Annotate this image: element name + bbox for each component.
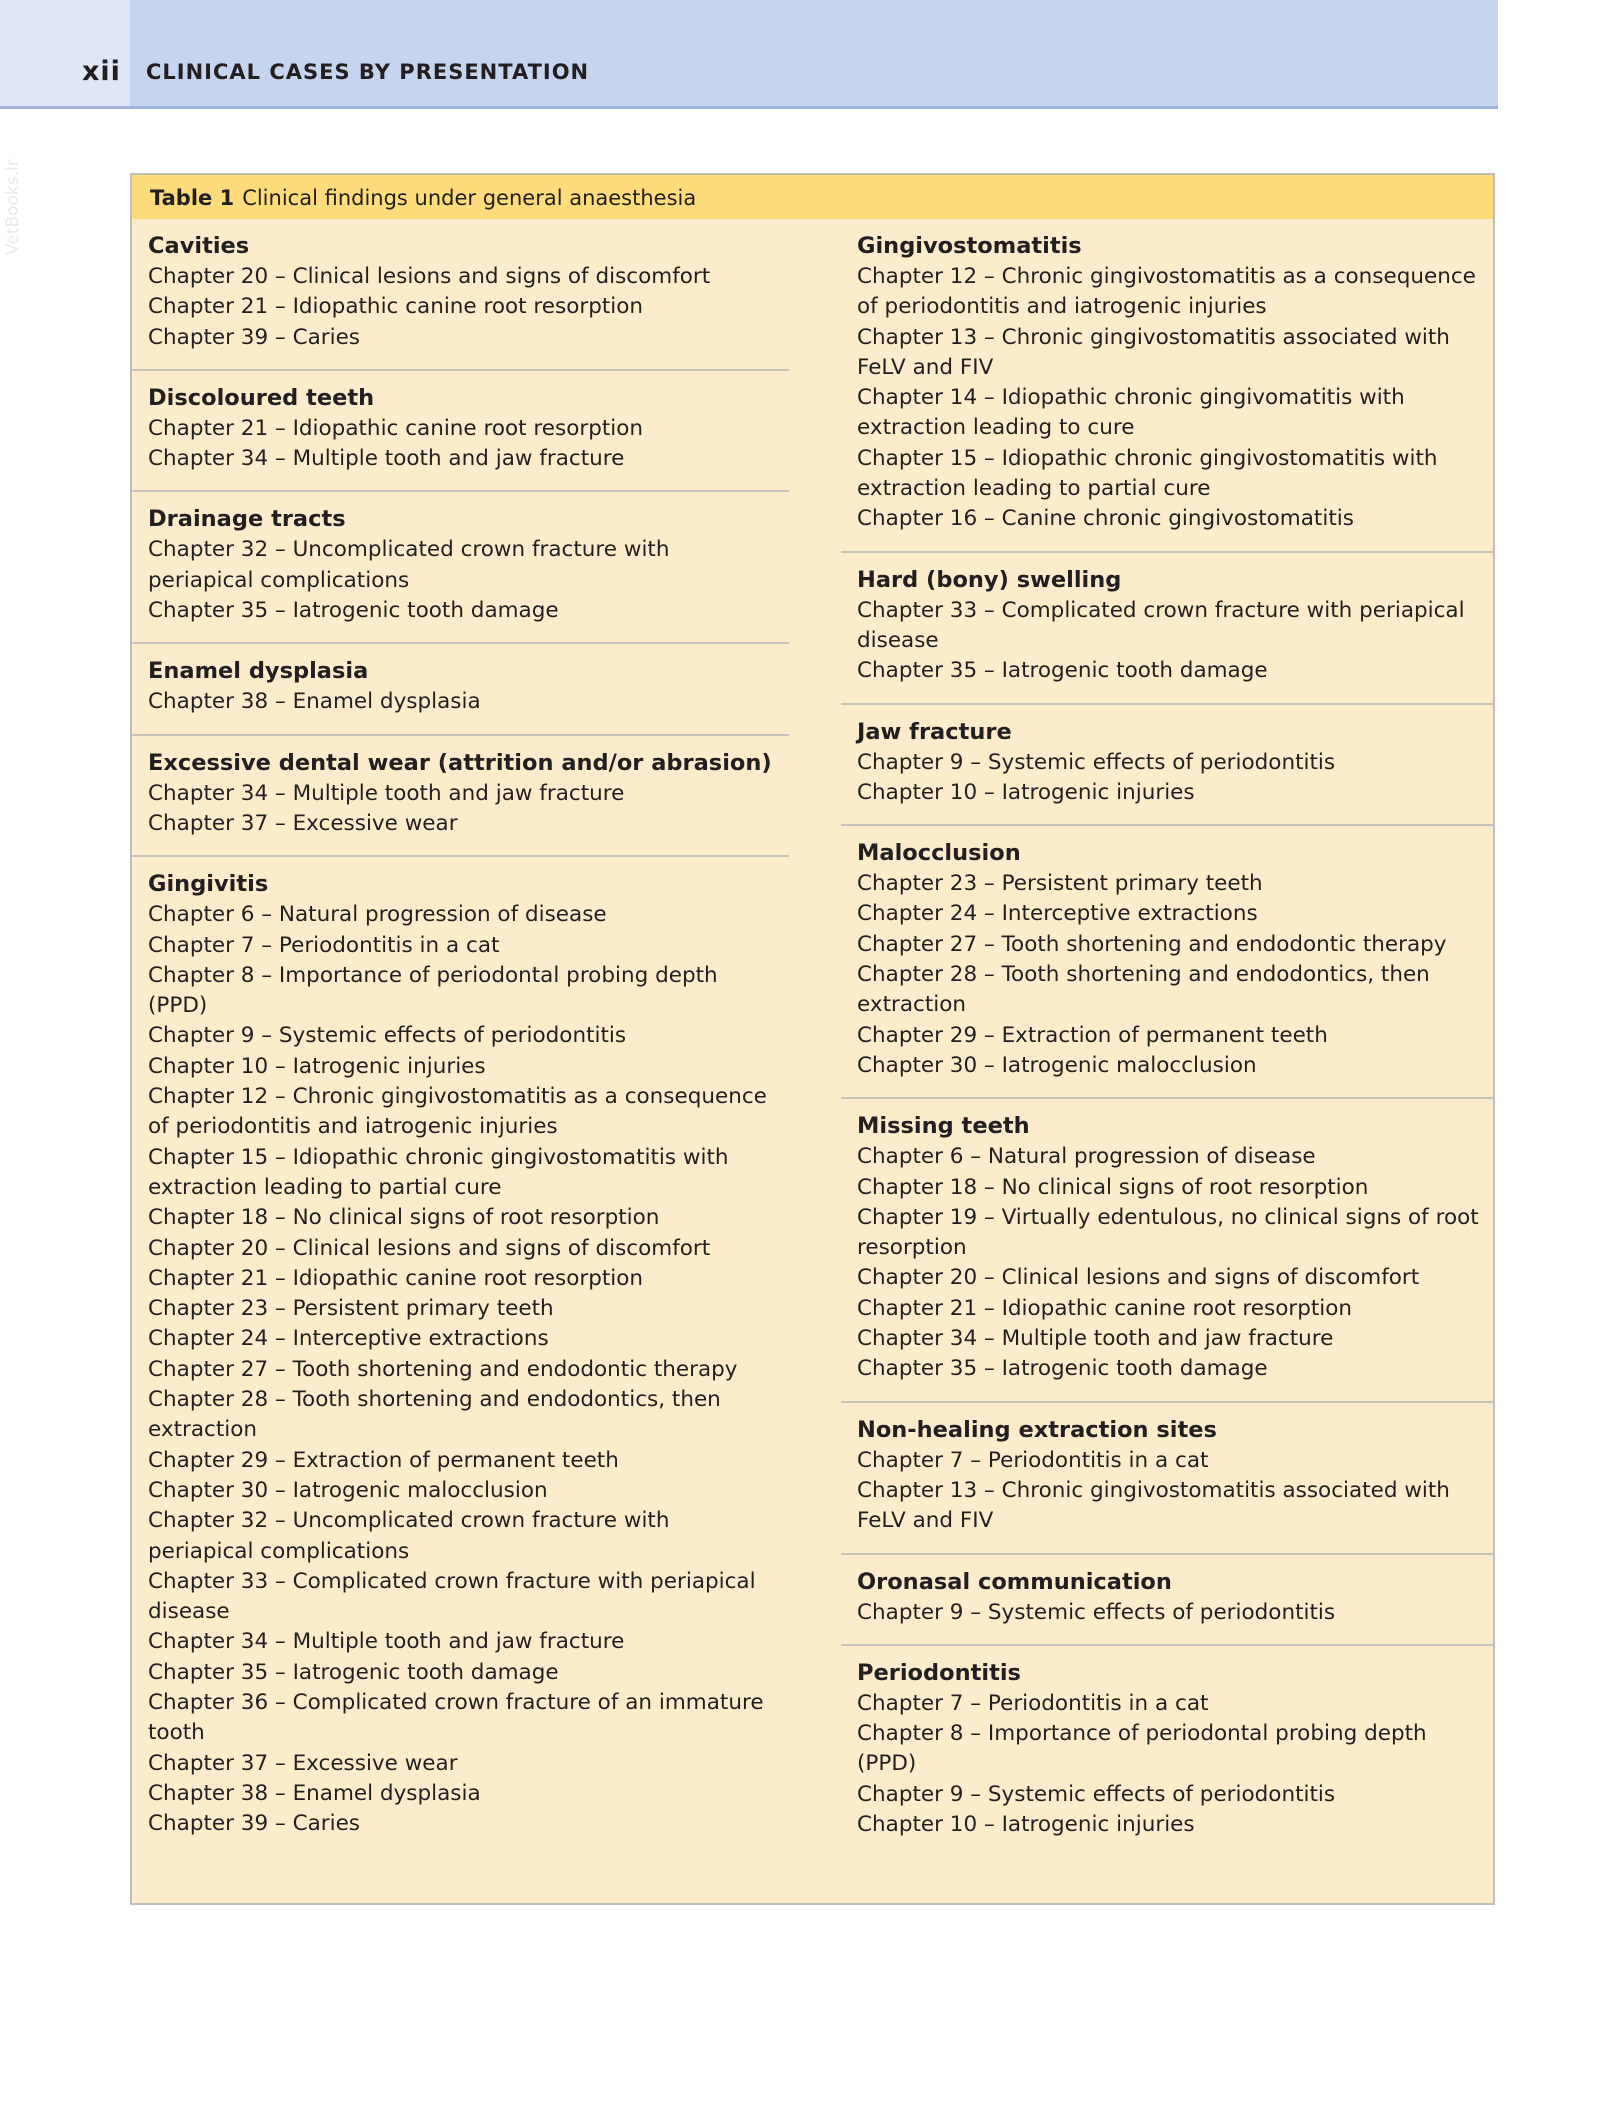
section-heading: Gingivostomatitis	[857, 233, 1082, 259]
section-heading: Malocclusion	[857, 840, 1021, 867]
finding-section	[841, 219, 1495, 553]
section-heading: Enamel dysplasia	[148, 658, 369, 685]
finding-section	[841, 1403, 1495, 1555]
section-heading: Non-healing extraction sites	[857, 1416, 1217, 1443]
chapter-entry: Chapter 19 – Virtually edentulous, no clinical signs of root resorption	[857, 1204, 1479, 1261]
table-caption	[132, 175, 1493, 219]
chapter-entry: Chapter 7 – Periodontitis in a cat	[148, 932, 500, 958]
chapter-entry: Chapter 29 – Extraction of permanent teeth	[148, 1447, 619, 1473]
chapter-entry: Chapter 13 – Chronic gingivostomatitis associated with FeLV and FIV	[857, 324, 1450, 380]
header-band	[0, 0, 1498, 109]
chapter-entry: Chapter 9 – Systemic effects of periodontitis	[148, 1023, 627, 1049]
chapter-entry: Chapter 28 – Tooth shortening and endodontics, then extraction	[148, 1387, 721, 1443]
section-heading: Missing teeth	[857, 1113, 1030, 1140]
finding-section	[841, 1099, 1495, 1402]
table-label: Table 1	[150, 186, 235, 210]
chapter-entry: Chapter 23 – Persistent primary teeth	[857, 871, 1263, 897]
chapter-entry: Chapter 21 – Idiopathic canine root resorption	[857, 1295, 1353, 1321]
chapter-entry: Chapter 15 – Idiopathic chronic gingivostomatitis with extraction leading to partial cure	[857, 445, 1438, 502]
right-column	[841, 219, 1495, 1856]
page-number: xii	[82, 56, 121, 87]
chapter-entry: Chapter 34 – Multiple tooth and jaw fracture	[857, 1326, 1334, 1352]
watermark: VetBooks.ir	[3, 159, 23, 255]
chapter-entry: Chapter 37 – Excessive wear	[148, 810, 458, 836]
chapter-entry: Chapter 32 – Uncomplicated crown fracture with periapical complications	[148, 537, 670, 593]
chapter-entry: Chapter 14 – Idiopathic chronic gingivomatitis with extraction leading to cure	[857, 385, 1405, 441]
chapter-entry: Chapter 10 – Iatrogenic injuries	[857, 1811, 1195, 1837]
chapter-entry: Chapter 33 – Complicated crown fracture with periapical disease	[148, 1568, 756, 1625]
finding-section	[841, 1646, 1495, 1856]
chapter-entry: Chapter 13 – Chronic gingivostomatitis associated with FeLV and FIV	[857, 1477, 1450, 1534]
chapter-entry: Chapter 21 – Idiopathic canine root resorption	[148, 1265, 644, 1291]
chapter-entry: Chapter 39 – Caries	[148, 1811, 360, 1837]
chapter-entry: Chapter 27 – Tooth shortening and endodontic therapy	[857, 931, 1447, 957]
chapter-entry: Chapter 32 – Uncomplicated crown fracture with periapical complications	[148, 1508, 670, 1564]
chapter-entry: Chapter 9 – Systemic effects of periodontitis	[857, 1599, 1336, 1625]
finding-section	[841, 826, 1495, 1099]
chapter-entry: Chapter 20 – Clinical lesions and signs of discomfort	[148, 264, 711, 289]
chapter-entry: Chapter 10 – Iatrogenic injuries	[857, 779, 1195, 805]
chapter-entry: Chapter 35 – Iatrogenic tooth damage	[857, 1356, 1268, 1382]
section-heading: Excessive dental wear (attrition and/or abrasion)	[148, 749, 772, 776]
chapter-entry: Chapter 27 – Tooth shortening and endodontic therapy	[148, 1356, 738, 1382]
section-heading: Hard (bony) swelling	[857, 566, 1122, 593]
chapter-entry: Chapter 10 – Iatrogenic injuries	[148, 1053, 486, 1079]
finding-section	[132, 644, 789, 735]
chapter-entry: Chapter 20 – Clinical lesions and signs of discomfort	[857, 1265, 1420, 1291]
chapter-entry: Chapter 36 – Complicated crown fracture of an immature tooth	[148, 1689, 764, 1746]
table-caption-text: Clinical findings under general anaesthesia	[242, 186, 697, 210]
chapter-entry: Chapter 7 – Periodontitis in a cat	[857, 1690, 1209, 1716]
chapter-entry: Chapter 8 – Importance of periodontal probing depth (PPD)	[857, 1721, 1427, 1777]
chapter-entry: Chapter 30 – Iatrogenic malocclusion	[857, 1052, 1257, 1078]
section-heading: Discoloured teeth	[148, 384, 375, 411]
chapter-entry: Chapter 6 – Natural progression of disease	[148, 902, 607, 928]
chapter-entry: Chapter 12 – Chronic gingivostomatitis as a consequence of periodontitis and iatrogenic injuries	[148, 1084, 767, 1140]
section-heading: Cavities	[148, 233, 250, 259]
chapter-entry: Chapter 18 – No clinical signs of root resorption	[857, 1174, 1369, 1200]
chapter-entry: Chapter 35 – Iatrogenic tooth damage	[857, 658, 1268, 684]
chapter-entry: Chapter 9 – Systemic effects of periodontitis	[857, 1781, 1336, 1807]
chapter-entry: Chapter 15 – Idiopathic chronic gingivostomatitis with extraction leading to partial cure	[148, 1144, 729, 1200]
chapter-entry: Chapter 34 – Multiple tooth and jaw fracture	[148, 1629, 625, 1655]
section-heading: Periodontitis	[857, 1659, 1021, 1686]
chapter-entry: Chapter 28 – Tooth shortening and endodontics, then extraction	[857, 962, 1430, 1018]
finding-section	[132, 736, 789, 858]
chapter-entry: Chapter 21 – Idiopathic canine root resorption	[148, 415, 644, 441]
finding-section	[132, 492, 789, 644]
running-title: CLINICAL CASES BY PRESENTATION	[146, 60, 590, 84]
finding-section	[132, 857, 789, 1855]
left-column	[132, 219, 789, 1855]
chapter-entry: Chapter 30 – Iatrogenic malocclusion	[148, 1477, 548, 1503]
finding-section	[132, 371, 789, 493]
chapter-entry: Chapter 18 – No clinical signs of root resorption	[148, 1205, 660, 1231]
chapter-entry: Chapter 24 – Interceptive extractions	[148, 1326, 549, 1352]
finding-section	[841, 553, 1495, 705]
chapter-entry: Chapter 21 – Idiopathic canine root resorption	[148, 294, 644, 320]
clinical-findings-table	[130, 173, 1495, 1905]
finding-section	[841, 1555, 1495, 1646]
chapter-entry: Chapter 16 – Canine chronic gingivostomatitis	[857, 506, 1354, 532]
chapter-entry: Chapter 23 – Persistent primary teeth	[148, 1296, 554, 1322]
chapter-entry: Chapter 35 – Iatrogenic tooth damage	[148, 1659, 559, 1685]
page-number-box	[0, 0, 130, 106]
chapter-entry: Chapter 29 – Extraction of permanent teeth	[857, 1022, 1328, 1048]
chapter-entry: Chapter 7 – Periodontitis in a cat	[857, 1447, 1209, 1473]
section-heading: Gingivitis	[148, 871, 269, 898]
chapter-entry: Chapter 6 – Natural progression of disease	[857, 1144, 1316, 1170]
chapter-entry: Chapter 39 – Caries	[148, 324, 360, 350]
chapter-entry: Chapter 35 – Iatrogenic tooth damage	[148, 598, 559, 624]
chapter-entry: Chapter 24 – Interceptive extractions	[857, 901, 1258, 927]
finding-section	[132, 219, 789, 371]
section-heading: Drainage tracts	[148, 506, 346, 533]
chapter-entry: Chapter 38 – Enamel dysplasia	[148, 1780, 481, 1806]
finding-section	[841, 705, 1495, 827]
chapter-entry: Chapter 12 – Chronic gingivostomatitis as a consequence of periodontitis and iatrogenic injuries	[857, 264, 1476, 320]
section-heading: Jaw fracture	[857, 718, 1012, 745]
chapter-entry: Chapter 34 – Multiple tooth and jaw fracture	[148, 446, 625, 472]
chapter-entry: Chapter 9 – Systemic effects of periodontitis	[857, 749, 1336, 775]
chapter-entry: Chapter 8 – Importance of periodontal probing depth (PPD)	[148, 962, 718, 1019]
chapter-entry: Chapter 20 – Clinical lesions and signs of discomfort	[148, 1235, 711, 1261]
chapter-entry: Chapter 33 – Complicated crown fracture with periapical disease	[857, 597, 1465, 653]
chapter-entry: Chapter 38 – Enamel dysplasia	[148, 689, 481, 715]
section-heading: Oronasal communication	[857, 1568, 1172, 1595]
chapter-entry: Chapter 34 – Multiple tooth and jaw fracture	[148, 780, 625, 806]
chapter-entry: Chapter 37 – Excessive wear	[148, 1750, 458, 1776]
